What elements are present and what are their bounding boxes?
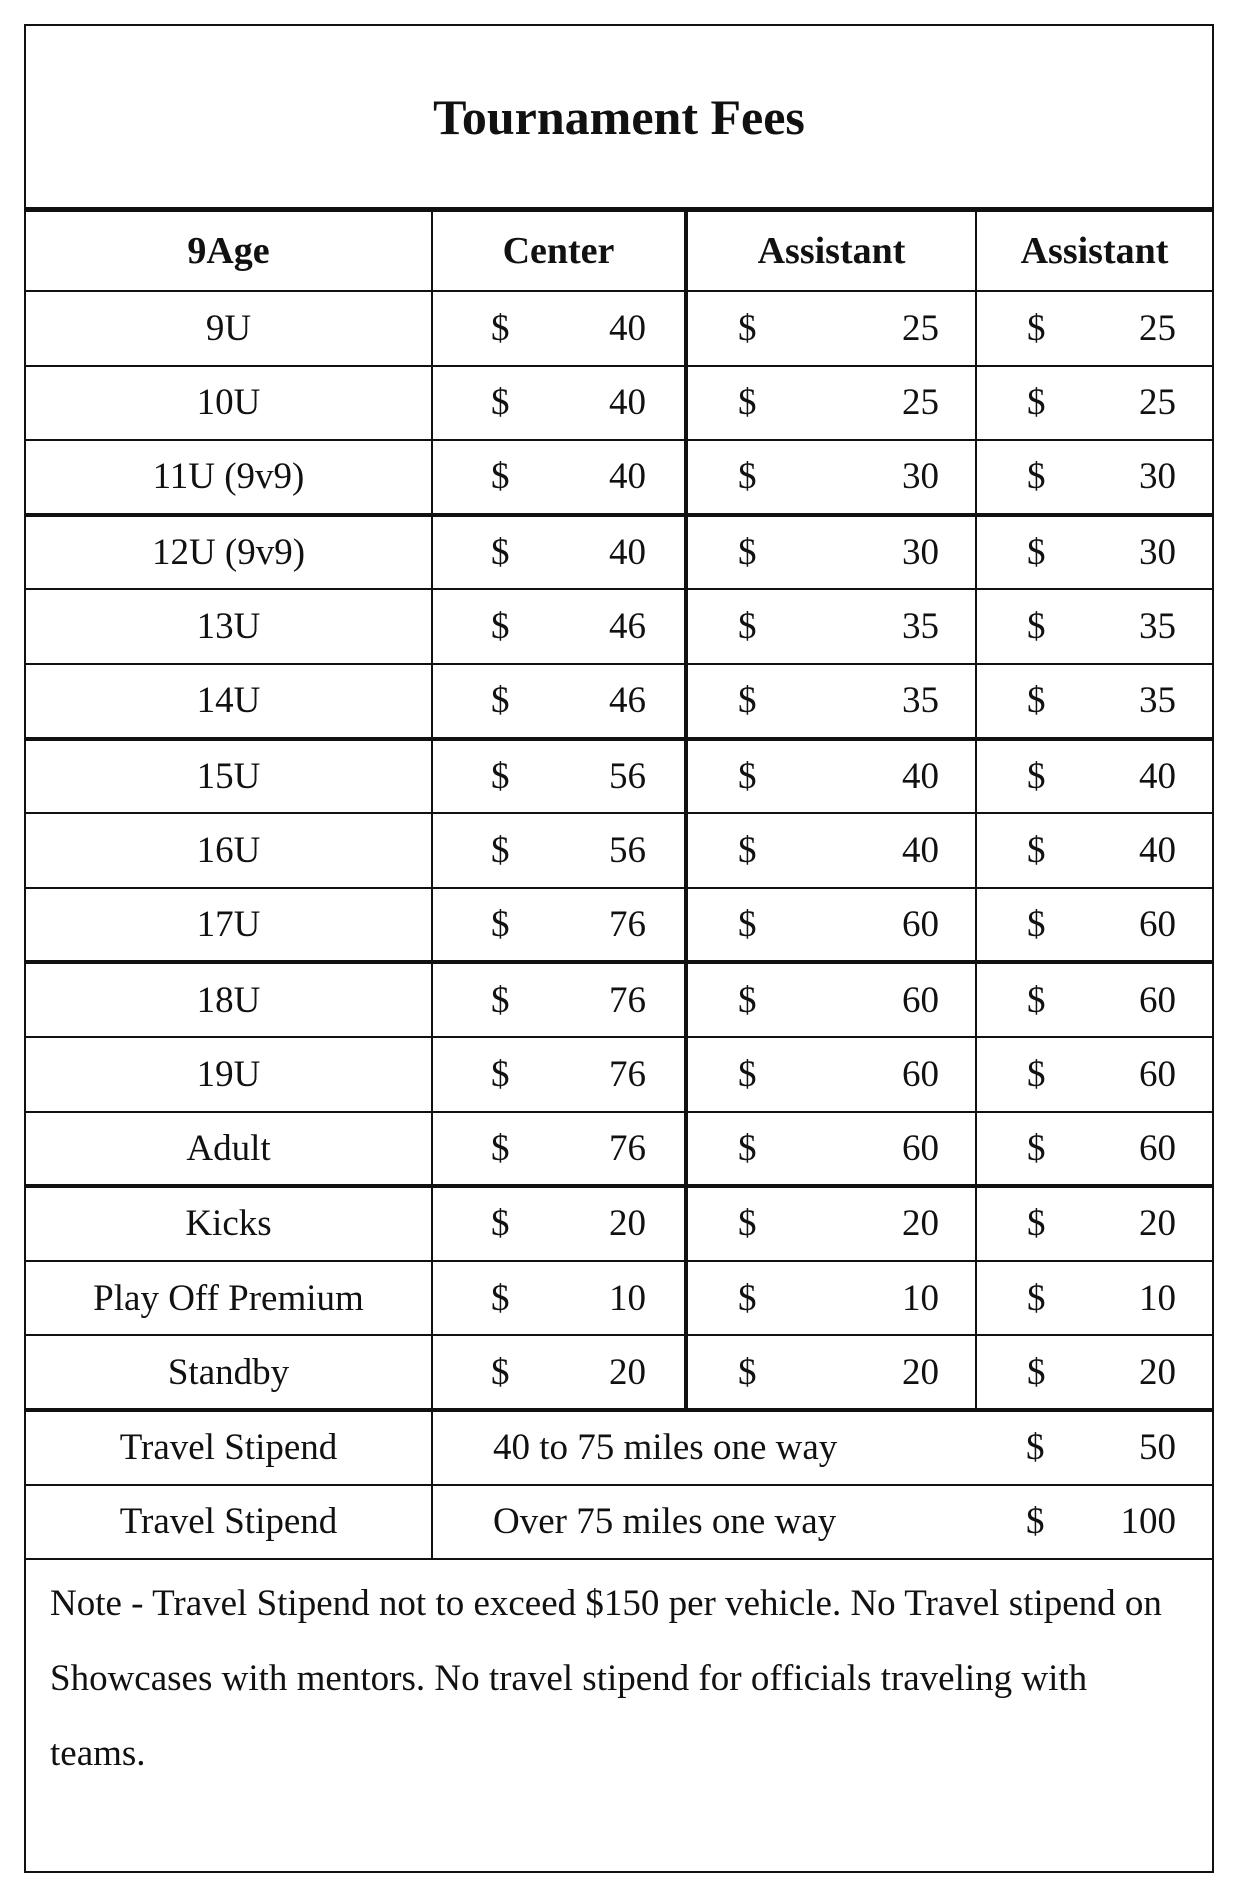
- age-cell: Standby: [26, 1335, 432, 1410]
- assistant1-fee-cell: [686, 739, 976, 814]
- fee-amount: 10: [902, 1277, 939, 1319]
- fee-amount: 76: [609, 904, 646, 946]
- currency-symbol: $: [1027, 382, 1046, 424]
- header-age: 9Age: [26, 212, 432, 291]
- currency-symbol: $: [1027, 606, 1046, 648]
- assistant1-fee-cell: [686, 589, 976, 664]
- currency-symbol: $: [1026, 1501, 1045, 1543]
- assistant2-fee-cell: [976, 1261, 1212, 1336]
- fee-amount: 30: [1139, 532, 1176, 574]
- center-fee-cell: [432, 589, 686, 664]
- currency-symbol: $: [738, 307, 757, 349]
- table-row: [26, 1335, 1212, 1410]
- age-cell: 18U: [26, 962, 432, 1037]
- fee-amount: 100: [1120, 1501, 1176, 1543]
- currency-symbol: $: [1027, 456, 1046, 498]
- fee-amount: 20: [609, 1351, 646, 1393]
- fee-amount: 60: [902, 979, 939, 1021]
- fee-amount: 60: [1139, 904, 1176, 946]
- currency-symbol: $: [491, 307, 510, 349]
- assistant2-fee-cell: [976, 366, 1212, 441]
- age-cell: 10U: [26, 366, 432, 441]
- currency-symbol: $: [491, 382, 510, 424]
- currency-symbol: $: [491, 532, 510, 574]
- fee-amount: 40: [1139, 755, 1176, 797]
- travel-label: Travel Stipend: [26, 1410, 432, 1485]
- currency-symbol: $: [738, 1127, 757, 1169]
- currency-symbol: $: [1027, 829, 1046, 871]
- fee-amount: 25: [1139, 382, 1176, 424]
- assistant2-fee-cell: [976, 291, 1212, 366]
- currency-symbol: $: [1027, 1053, 1046, 1095]
- fee-amount: 40: [609, 382, 646, 424]
- currency-symbol: $: [491, 680, 510, 722]
- travel-distance: 40 to 75 miles one way: [432, 1410, 976, 1485]
- currency-symbol: $: [491, 456, 510, 498]
- assistant2-fee-cell: [976, 1112, 1212, 1187]
- assistant1-fee-cell: [686, 813, 976, 888]
- age-cell: 9U: [26, 291, 432, 366]
- travel-label: Travel Stipend: [26, 1485, 432, 1560]
- header-row: [26, 212, 1212, 291]
- center-fee-cell: [432, 813, 686, 888]
- assistant1-fee-cell: [686, 515, 976, 590]
- currency-symbol: $: [1027, 1127, 1046, 1169]
- fee-amount: 40: [1139, 829, 1176, 871]
- currency-symbol: $: [1027, 755, 1046, 797]
- center-fee-cell: [432, 291, 686, 366]
- age-cell: Play Off Premium: [26, 1261, 432, 1336]
- fee-amount: 76: [609, 1127, 646, 1169]
- center-fee-cell: [432, 440, 686, 515]
- travel-amount-cell: [976, 1485, 1212, 1560]
- fee-amount: 76: [609, 979, 646, 1021]
- fee-amount: 20: [1139, 1351, 1176, 1393]
- assistant2-fee-cell: [976, 664, 1212, 739]
- currency-symbol: $: [738, 456, 757, 498]
- age-cell: 16U: [26, 813, 432, 888]
- assistant2-fee-cell: [976, 1186, 1212, 1261]
- age-cell: 15U: [26, 739, 432, 814]
- assistant2-fee-cell: [976, 515, 1212, 590]
- fee-amount: 40: [609, 307, 646, 349]
- table-title: Tournament Fees: [26, 26, 1212, 212]
- assistant1-fee-cell: [686, 1112, 976, 1187]
- assistant2-fee-cell: [976, 589, 1212, 664]
- header-assistant-1: Assistant: [686, 212, 976, 291]
- fee-amount: 30: [902, 456, 939, 498]
- age-cell: 14U: [26, 664, 432, 739]
- center-fee-cell: [432, 515, 686, 590]
- currency-symbol: $: [1027, 904, 1046, 946]
- table-row: [26, 1261, 1212, 1336]
- table-row: [26, 1037, 1212, 1112]
- table-row: [26, 888, 1212, 963]
- currency-symbol: $: [491, 829, 510, 871]
- fee-amount: 35: [1139, 606, 1176, 648]
- assistant1-fee-cell: [686, 664, 976, 739]
- fee-amount: 40: [902, 755, 939, 797]
- table-row: [26, 515, 1212, 590]
- assistant2-fee-cell: [976, 962, 1212, 1037]
- fee-amount: 25: [1139, 307, 1176, 349]
- currency-symbol: $: [491, 1127, 510, 1169]
- travel-amount-cell: [976, 1410, 1212, 1485]
- assistant2-fee-cell: [976, 739, 1212, 814]
- currency-symbol: $: [1027, 1203, 1046, 1245]
- fee-amount: 30: [902, 532, 939, 574]
- currency-symbol: $: [1027, 307, 1046, 349]
- table-row: [26, 366, 1212, 441]
- note-text: Note - Travel Stipend not to exceed $150 per vehicle. No Travel stipend on Showcases with mentors. No travel stipend for officials traveling with teams.: [50, 1583, 1162, 1775]
- assistant1-fee-cell: [686, 291, 976, 366]
- fee-table: [24, 24, 1214, 1873]
- table-row: [26, 1112, 1212, 1187]
- center-fee-cell: [432, 739, 686, 814]
- fee-amount: 60: [1139, 1053, 1176, 1095]
- fee-amount: 60: [1139, 979, 1176, 1021]
- fee-amount: 56: [609, 755, 646, 797]
- currency-symbol: $: [491, 904, 510, 946]
- age-cell: 12U (9v9): [26, 515, 432, 590]
- age-cell: 13U: [26, 589, 432, 664]
- fee-amount: 46: [609, 606, 646, 648]
- age-cell: Kicks: [26, 1186, 432, 1261]
- fee-amount: 50: [1139, 1427, 1176, 1469]
- assistant1-fee-cell: [686, 1037, 976, 1112]
- fee-amount: 60: [902, 1127, 939, 1169]
- fee-amount: 25: [902, 307, 939, 349]
- fee-amount: 20: [902, 1203, 939, 1245]
- currency-symbol: $: [1027, 680, 1046, 722]
- assistant1-fee-cell: [686, 962, 976, 1037]
- assistant2-fee-cell: [976, 440, 1212, 515]
- fee-amount: 60: [902, 1053, 939, 1095]
- assistant1-fee-cell: [686, 1186, 976, 1261]
- center-fee-cell: [432, 962, 686, 1037]
- fee-amount: 20: [609, 1203, 646, 1245]
- table-row: [26, 291, 1212, 366]
- currency-symbol: $: [1027, 1277, 1046, 1319]
- fee-amount: 10: [609, 1277, 646, 1319]
- currency-symbol: $: [738, 532, 757, 574]
- currency-symbol: $: [491, 979, 510, 1021]
- fee-amount: 56: [609, 829, 646, 871]
- fee-amount: 46: [609, 680, 646, 722]
- fee-amount: 40: [609, 456, 646, 498]
- travel-distance: Over 75 miles one way: [432, 1485, 976, 1560]
- fee-amount: 60: [1139, 1127, 1176, 1169]
- assistant1-fee-cell: [686, 440, 976, 515]
- currency-symbol: $: [1026, 1427, 1045, 1469]
- center-fee-cell: [432, 366, 686, 441]
- assistant2-fee-cell: [976, 888, 1212, 963]
- currency-symbol: $: [738, 606, 757, 648]
- table-row: [26, 440, 1212, 515]
- table-row: [26, 962, 1212, 1037]
- currency-symbol: $: [491, 755, 510, 797]
- currency-symbol: $: [738, 755, 757, 797]
- travel-row: [26, 1485, 1212, 1560]
- header-assistant-2: Assistant: [976, 212, 1212, 291]
- currency-symbol: $: [491, 606, 510, 648]
- fee-amount: 60: [902, 904, 939, 946]
- fee-amount: 20: [1139, 1203, 1176, 1245]
- assistant2-fee-cell: [976, 1335, 1212, 1410]
- currency-symbol: $: [491, 1351, 510, 1393]
- currency-symbol: $: [738, 829, 757, 871]
- center-fee-cell: [432, 1335, 686, 1410]
- fee-amount: 76: [609, 1053, 646, 1095]
- fee-amount: 10: [1139, 1277, 1176, 1319]
- currency-symbol: $: [491, 1277, 510, 1319]
- assistant2-fee-cell: [976, 813, 1212, 888]
- fee-amount: 40: [902, 829, 939, 871]
- center-fee-cell: [432, 888, 686, 963]
- currency-symbol: $: [738, 1351, 757, 1393]
- assistant2-fee-cell: [976, 1037, 1212, 1112]
- currency-symbol: $: [738, 1053, 757, 1095]
- assistant1-fee-cell: [686, 366, 976, 441]
- table-row: [26, 664, 1212, 739]
- table-row: [26, 1186, 1212, 1261]
- currency-symbol: $: [738, 979, 757, 1021]
- fee-amount: 40: [609, 532, 646, 574]
- assistant1-fee-cell: [686, 1261, 976, 1336]
- fee-amount: 35: [902, 606, 939, 648]
- travel-row: [26, 1410, 1212, 1485]
- table-row: [26, 739, 1212, 814]
- table-row: [26, 813, 1212, 888]
- fee-amount: 25: [902, 382, 939, 424]
- currency-symbol: $: [738, 1203, 757, 1245]
- fee-amount: 35: [1139, 680, 1176, 722]
- age-cell: 17U: [26, 888, 432, 963]
- table-row: [26, 589, 1212, 664]
- currency-symbol: $: [1027, 532, 1046, 574]
- fee-amount: 35: [902, 680, 939, 722]
- center-fee-cell: [432, 664, 686, 739]
- currency-symbol: $: [738, 904, 757, 946]
- fees-grid: [26, 212, 1212, 1560]
- currency-symbol: $: [738, 1277, 757, 1319]
- age-cell: 11U (9v9): [26, 440, 432, 515]
- age-cell: Adult: [26, 1112, 432, 1187]
- age-cell: 19U: [26, 1037, 432, 1112]
- center-fee-cell: [432, 1186, 686, 1261]
- fee-amount: 30: [1139, 456, 1176, 498]
- currency-symbol: $: [491, 1053, 510, 1095]
- center-fee-cell: [432, 1261, 686, 1336]
- center-fee-cell: [432, 1037, 686, 1112]
- currency-symbol: $: [738, 382, 757, 424]
- center-fee-cell: [432, 1112, 686, 1187]
- currency-symbol: $: [738, 680, 757, 722]
- header-center: Center: [432, 212, 686, 291]
- currency-symbol: $: [1027, 1351, 1046, 1393]
- currency-symbol: $: [1027, 979, 1046, 1021]
- assistant1-fee-cell: [686, 1335, 976, 1410]
- assistant1-fee-cell: [686, 888, 976, 963]
- fee-amount: 20: [902, 1351, 939, 1393]
- currency-symbol: $: [491, 1203, 510, 1245]
